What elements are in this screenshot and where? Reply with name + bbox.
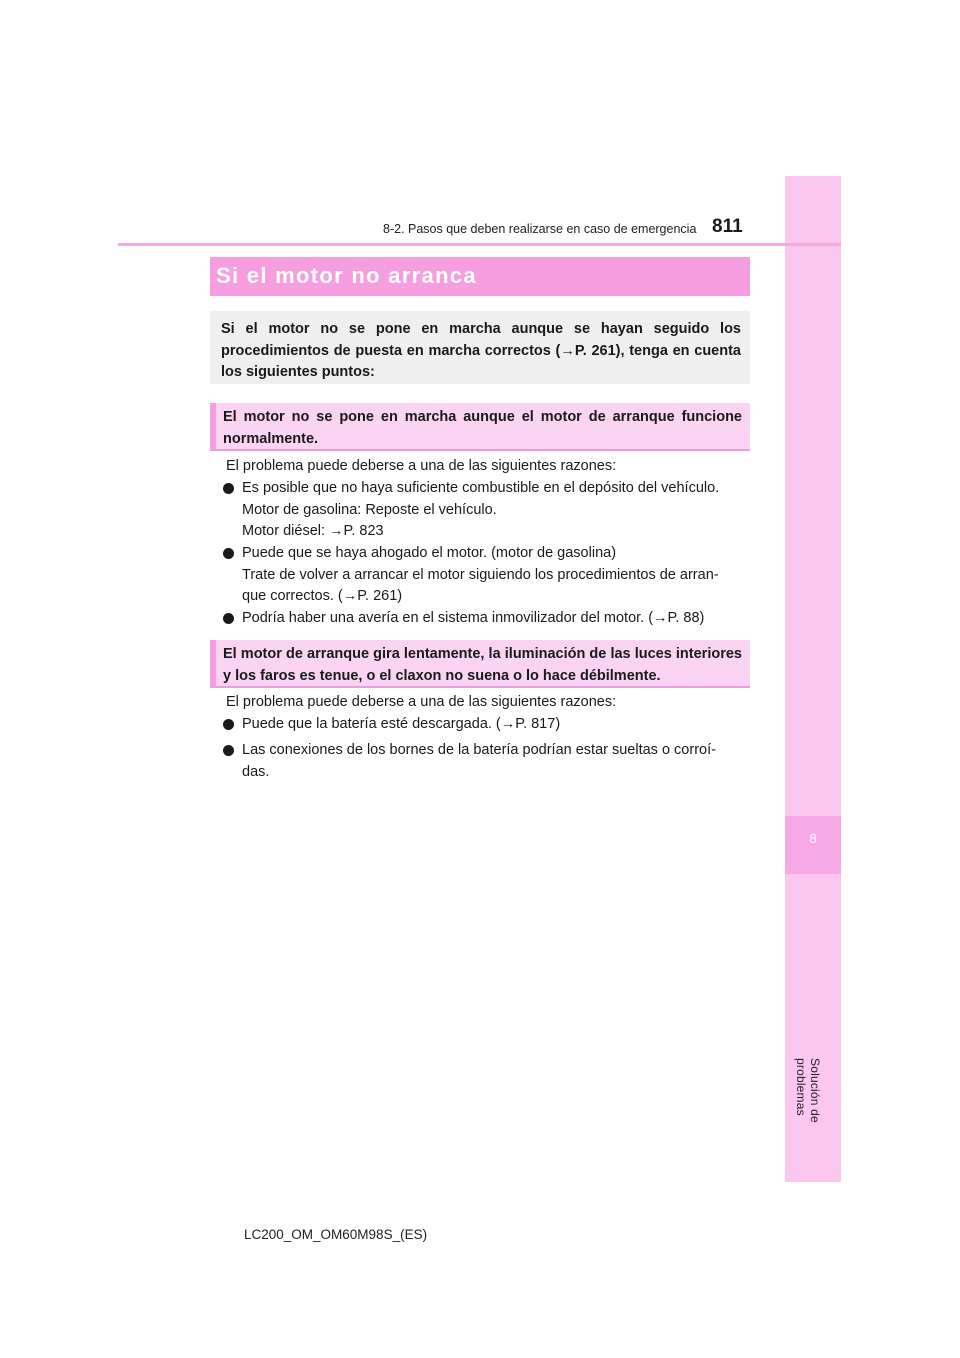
bullet-icon: [223, 483, 234, 494]
subheading-2-text: El motor de arranque gira lentamente, la iluminación de las luces interiores y los faros es tenue, o el claxon no suena o lo hace débilmente.: [223, 646, 742, 684]
chapter-side-tab: [785, 176, 841, 1182]
list-item: [221, 714, 746, 736]
list-item-line: que correctos. (→P. 261): [242, 588, 403, 604]
list-item-line: Es posible que no haya suficiente combustible en el depósito del vehículo.: [242, 480, 720, 496]
list-item-line: Puede que la batería esté descargada. (→P. 817): [242, 716, 561, 732]
subheading-accent-bar: [210, 403, 216, 449]
list-item: [221, 543, 746, 608]
section-title: Si el motor no arranca: [216, 263, 477, 288]
list-item-line: Motor de gasolina: Reposte el vehículo.: [242, 501, 497, 518]
intro-box: [210, 311, 750, 384]
list-item: [221, 608, 746, 630]
section-1-lead: El problema puede deberse a una de las siguientes razones:: [226, 458, 617, 474]
bullet-icon: [223, 613, 234, 624]
subheading-2: [210, 640, 750, 688]
list-item-line: Las conexiones de los bornes de la batería podrían estar sueltas o corroí-: [242, 742, 716, 758]
chapter-title: Solución de problemas: [794, 1058, 822, 1123]
list-item: [221, 478, 746, 543]
list-item-line: Motor diésel: →P. 823: [242, 523, 384, 539]
header-rule: [118, 243, 841, 246]
bullet-icon: [223, 745, 234, 756]
chapter-number: 8: [809, 831, 817, 846]
subheading-accent-bar: [210, 640, 216, 686]
list-item-line: Puede que se haya ahogado el motor. (motor de gasolina): [242, 545, 617, 561]
subheading-1-text: El motor no se pone en marcha aunque el motor de arranque funcione normalmente.: [223, 409, 742, 447]
list-item: [221, 740, 746, 783]
bullet-icon: [223, 719, 234, 730]
section-title-bar: [210, 257, 750, 296]
subheading-1: [210, 403, 750, 451]
document-code: LC200_OM_OM60M98S_(ES): [244, 1227, 428, 1242]
list-item-line: das.: [242, 763, 270, 780]
bullet-icon: [223, 548, 234, 559]
running-head: 8-2. Pasos que deben realizarse en caso de emergencia: [383, 222, 697, 236]
intro-text: Si el motor no se pone en marcha aunque se hayan seguido los procedimientos de puesta en marcha correctos (→P. 261), tenga en cuenta los siguientes puntos:: [221, 321, 741, 380]
list-item-line: Trate de volver a arrancar el motor siguiendo los procedimientos de arran-: [242, 566, 719, 583]
page-number: 811: [712, 216, 743, 237]
list-item-line: Podría haber una avería en el sistema inmovilizador del motor. (→P. 88): [242, 610, 705, 626]
section-2-lead: El problema puede deberse a una de las siguientes razones:: [226, 694, 617, 710]
